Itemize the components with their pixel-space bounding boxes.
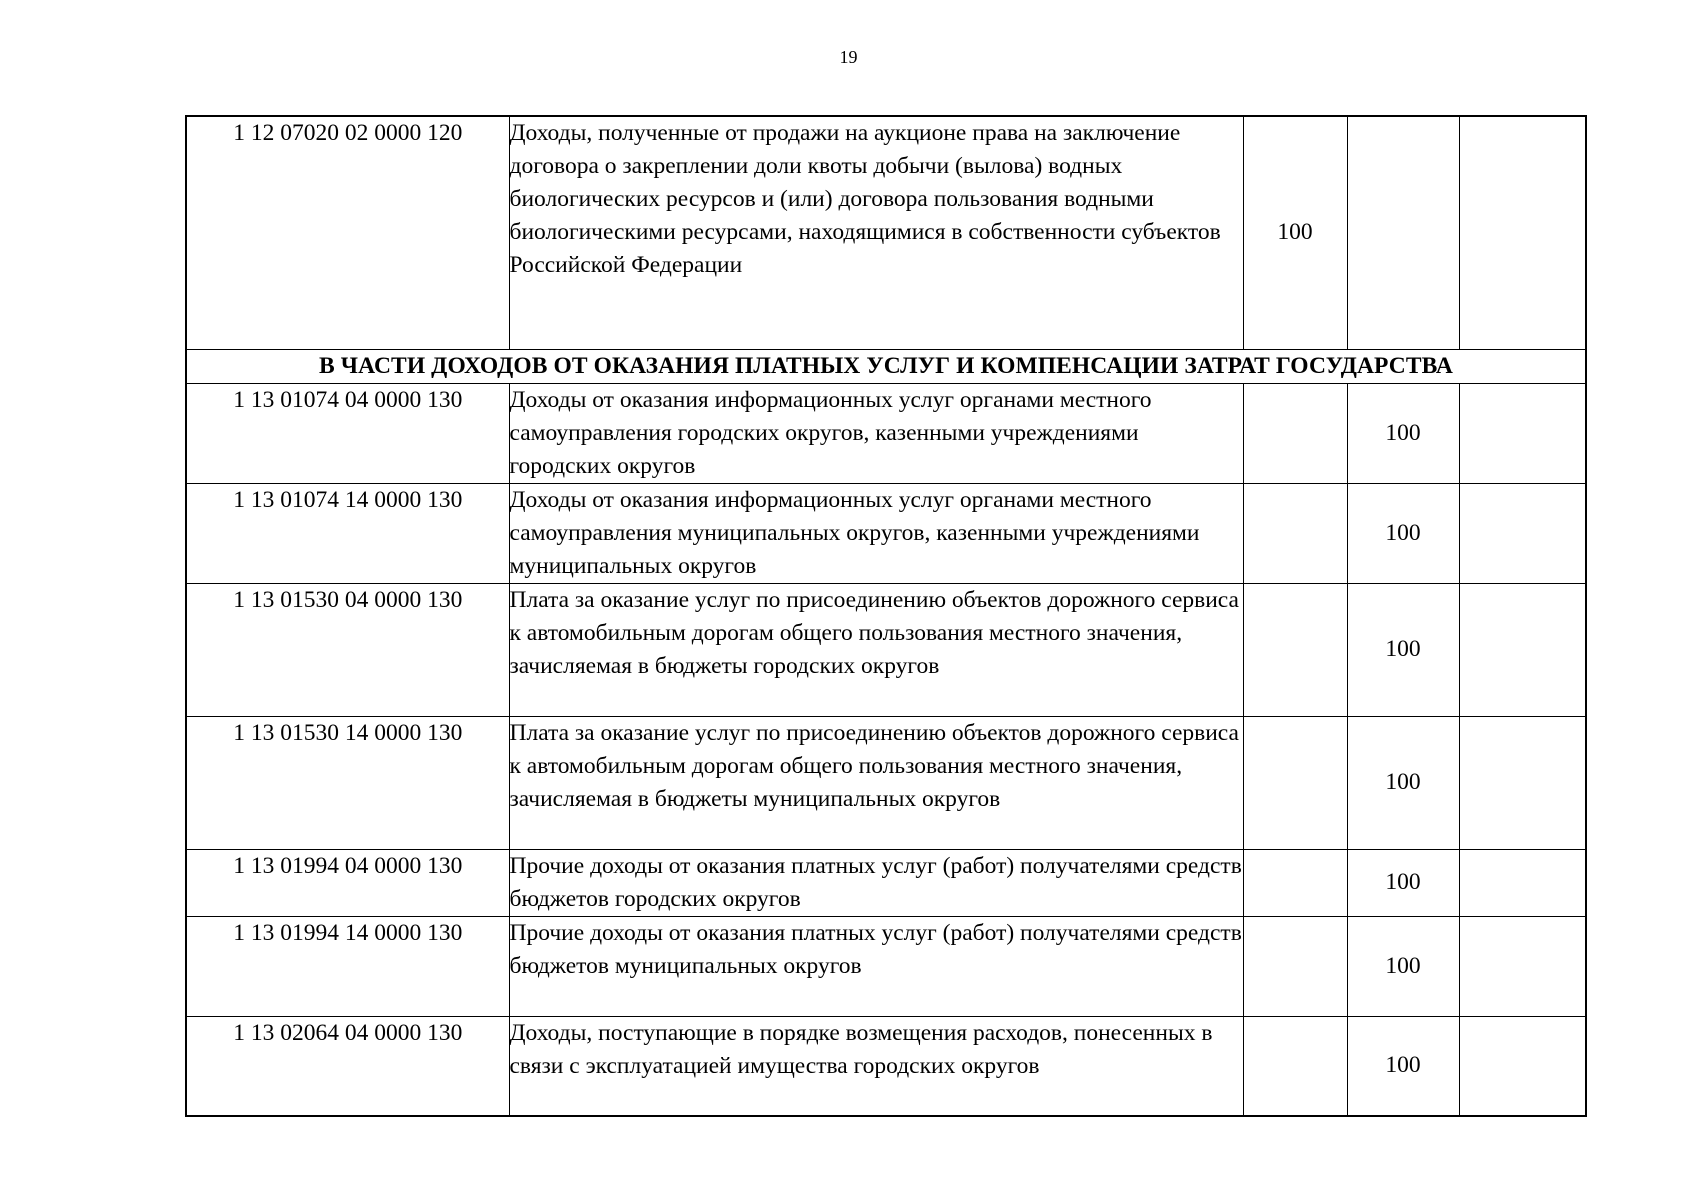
kbk-code-cell: 1 13 02064 04 0000 130 xyxy=(186,1016,509,1116)
section-heading-row xyxy=(186,349,1586,383)
share-cell-col4: 100 xyxy=(1347,916,1459,1016)
revenue-description-cell: Доходы от оказания информационных услуг органами местного самоуправления муниципальных округов, казенными учреждениями муниципальных округов xyxy=(509,483,1243,583)
revenue-description-cell: Доходы, поступающие в порядке возмещения расходов, понесенных в связи с эксплуатацией имущества городских округов xyxy=(509,1016,1243,1116)
share-cell-col4: 100 xyxy=(1347,849,1459,916)
page-number: 19 xyxy=(839,47,858,67)
section-heading: В ЧАСТИ ДОХОДОВ ОТ ОКАЗАНИЯ ПЛАТНЫХ УСЛУГ И КОМПЕНСАЦИИ ЗАТРАТ ГОСУДАРСТВА xyxy=(186,349,1586,383)
share-cell-col3 xyxy=(1243,483,1347,583)
kbk-code-cell: 1 13 01530 14 0000 130 xyxy=(186,716,509,849)
share-cell-col3 xyxy=(1243,583,1347,716)
share-cell-col5 xyxy=(1459,383,1586,483)
share-cell-col4: 100 xyxy=(1347,483,1459,583)
table-row xyxy=(186,1016,1586,1116)
revenue-description-cell: Плата за оказание услуг по присоединению объектов дорожного сервиса к автомобильным дорогам общего пользования местного значения, зачисляемая в бюджеты муниципальных округов xyxy=(509,716,1243,849)
table-row xyxy=(186,116,1586,349)
share-cell-col4 xyxy=(1347,116,1459,349)
share-cell-col5 xyxy=(1459,716,1586,849)
share-cell-col5 xyxy=(1459,1016,1586,1116)
share-cell-col5 xyxy=(1459,116,1586,349)
table-row xyxy=(186,383,1586,483)
kbk-code-cell: 1 13 01530 04 0000 130 xyxy=(186,583,509,716)
kbk-code-cell: 1 13 01994 04 0000 130 xyxy=(186,849,509,916)
table-row xyxy=(186,716,1586,849)
share-cell-col4: 100 xyxy=(1347,383,1459,483)
share-cell-col3 xyxy=(1243,716,1347,849)
table-row xyxy=(186,583,1586,716)
kbk-code-cell: 1 13 01994 14 0000 130 xyxy=(186,916,509,1016)
table-row xyxy=(186,483,1586,583)
share-cell-col3 xyxy=(1243,1016,1347,1116)
revenue-description-cell: Доходы от оказания информационных услуг органами местного самоуправления городских округов, казенными учреждениями городских округов xyxy=(509,383,1243,483)
kbk-code-cell: 1 13 01074 14 0000 130 xyxy=(186,483,509,583)
table-row xyxy=(186,849,1586,916)
kbk-code-cell: 1 13 01074 04 0000 130 xyxy=(186,383,509,483)
revenue-distribution-table xyxy=(185,115,1587,1117)
revenue-description-cell: Доходы, полученные от продажи на аукционе права на заключение договора о закреплении доли квоты добычи (вылова) водных биологических ресурсов и (или) договора пользования водными биологическими ресурсами, находящимися в собственности субъектов Российской Федерации xyxy=(509,116,1243,349)
share-cell-col4: 100 xyxy=(1347,716,1459,849)
share-cell-col4: 100 xyxy=(1347,1016,1459,1116)
table-row xyxy=(186,916,1586,1016)
revenue-description-cell: Плата за оказание услуг по присоединению объектов дорожного сервиса к автомобильным дорогам общего пользования местного значения, зачисляемая в бюджеты городских округов xyxy=(509,583,1243,716)
share-cell-col3 xyxy=(1243,849,1347,916)
share-cell-col3 xyxy=(1243,916,1347,1016)
share-cell-col5 xyxy=(1459,483,1586,583)
revenue-description-cell: Прочие доходы от оказания платных услуг (работ) получателями средств бюджетов городских округов xyxy=(509,849,1243,916)
kbk-code-cell: 1 12 07020 02 0000 120 xyxy=(186,116,509,349)
share-cell-col3: 100 xyxy=(1243,116,1347,349)
share-cell-col3 xyxy=(1243,383,1347,483)
share-cell-col5 xyxy=(1459,583,1586,716)
share-cell-col5 xyxy=(1459,849,1586,916)
share-cell-col4: 100 xyxy=(1347,583,1459,716)
revenue-description-cell: Прочие доходы от оказания платных услуг (работ) получателями средств бюджетов муниципальных округов xyxy=(509,916,1243,1016)
share-cell-col5 xyxy=(1459,916,1586,1016)
